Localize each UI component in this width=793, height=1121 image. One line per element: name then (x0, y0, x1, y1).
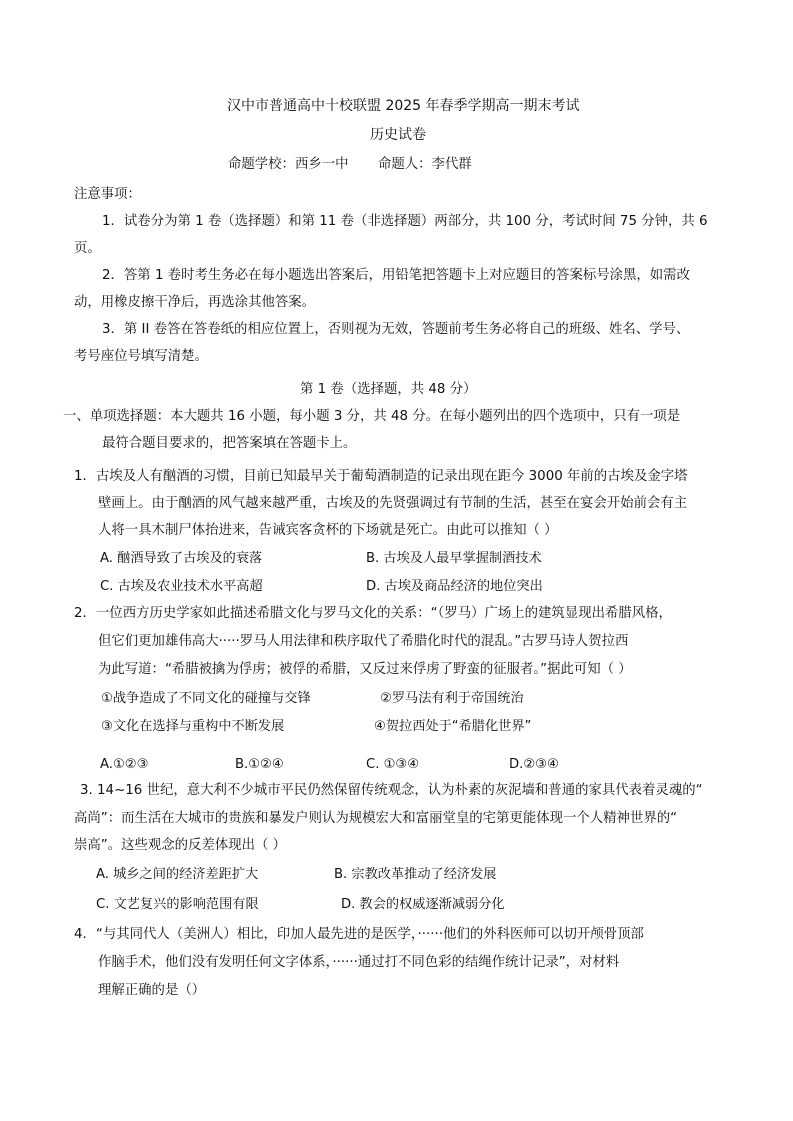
part-1-title: 第 1 卷（选择题，共 48 分） (300, 382, 477, 397)
note-2-line-1: 2．答第 1 卷时考生务必在每小题选出答案后，用铅笔把答题卡上对应题目的答案标号涂黑，如需改 (102, 268, 690, 283)
q4-stem-line-3: 理解正确的是（） (98, 983, 206, 998)
exam-subject: 历史试卷 (370, 127, 426, 143)
q2-stem-line-3: 为此写道：“希腊被擒为俘虏；被俘的希腊，又反过来俘虏了野蛮的征服者。”据此可知（ ） (98, 662, 632, 677)
exam-title: 汉中市普通高中十校联盟 2025 年春季学期高一期末考试 (227, 98, 580, 114)
q3-stem-line-2: 高尚”：而生活在大城市的贵族和暴发户则认为规模宏大和富丽堂皇的宅第更能体现一个人精神世界的“ (74, 811, 678, 826)
q2-option-a: A.①②③ (100, 757, 149, 772)
q1-option-b: B. 古埃及人最早掌握制酒技术 (366, 551, 542, 566)
q1-stem-line-3: 人将一具木制尸体抬进来，告诫宾客贪杯的下场就是死亡。由此可以推知（ ） (98, 523, 558, 538)
q4-stem-line-2: 作脑手术，他们没有发明任何文字体系，······通过打不同色彩的结绳作统计记录”，对材料 (98, 955, 620, 970)
q1-option-c: C. 古埃及农业技术水平高超 (100, 579, 263, 594)
q4-stem-line-1: 4．“与其同代人（美洲人）相比，印加人最先进的是医学，······他们的外科医师可以切开颅骨顶部 (74, 927, 644, 942)
q1-option-d: D. 古埃及商品经济的地位突出 (366, 579, 543, 594)
q2-option-d: D.②③④ (509, 757, 559, 772)
q2-statement-1: ①战争造成了不同文化的碰撞与交锋 (101, 691, 311, 706)
q3-option-c: C. 文艺复兴的影响范围有限 (96, 897, 259, 912)
q3-option-a: A. 城乡之间的经济差距扩大 (96, 867, 259, 882)
q1-stem-line-1: 1．古埃及人有酗酒的习惯，目前已知最早关于葡萄酒制造的记录出现在距今 3000 年前的古埃及金字塔 (74, 469, 688, 484)
q1-option-a: A. 酗酒导致了古埃及的衰落 (100, 551, 263, 566)
note-1-line-2: 页。 (74, 241, 101, 256)
part-1-instruction-line-1: 一、单项选择题：本大题共 16 小题，每小题 3 分，共 48 分。在每小题列出的四个选项中，只有一项是 (63, 409, 681, 424)
q2-option-b: B.①②④ (235, 757, 284, 772)
q3-stem-line-3: 崇高”。这些观念的反差体现出（ ） (74, 838, 287, 853)
note-3-line-1: 3．第 II 卷答在答卷纸的相应位置上，否则视为无效，答题前考生务必将自己的班级、姓名、学号、 (102, 322, 690, 337)
notes-heading: 注意事项： (74, 187, 141, 202)
q2-statement-4: ④贺拉西处于“希腊化世界” (374, 719, 532, 734)
q3-stem-line-1: 3. 14~16 世纪，意大利不少城市平民仍然保留传统观念，认为朴素的灰泥墙和普通的家具代表着灵魂的“ (80, 783, 703, 798)
q2-statement-2: ②罗马法有利于帝国统治 (380, 691, 524, 706)
q2-stem-line-1: 2．一位西方历史学家如此描述希腊文化与罗马文化的关系：“（罗马）广场上的建筑显现出希腊风格， (74, 606, 672, 621)
q2-option-c: C. ①③④ (366, 757, 420, 772)
q3-option-b: B. 宗教改革推动了经济发展 (334, 867, 497, 882)
note-1-line-1: 1．试卷分为第 1 卷（选择题）和第 11 卷（非选择题）两部分，共 100 分，考试时间 75 分钟，共 6 (102, 214, 708, 229)
q1-stem-line-2: 壁画上。由于酗酒的风气越来越严重，古埃及的先贤强调过有节制的生活，甚至在宴会开始前会有主 (98, 496, 688, 511)
q2-statement-3: ③文化在选择与重构中不断发展 (101, 719, 285, 734)
q3-option-d: D. 教会的权威逐渐减弱分化 (341, 897, 505, 912)
note-2-line-2: 动，用橡皮擦干净后，再选涂其他答案。 (74, 295, 316, 310)
setting-school: 命题学校：西乡一中 (228, 157, 349, 172)
q2-stem-line-2: 但它们更加雄伟高大·····罗马人用法律和秩序取代了希腊化时代的混乱。”古罗马诗人贺拉西 (98, 634, 629, 649)
setting-author: 命题人：李代群 (378, 157, 472, 172)
part-1-instruction-line-2: 最符合题目要求的，把答案填在答题卡上。 (102, 436, 357, 451)
note-3-line-2: 考号座位号填写清楚。 (74, 349, 208, 364)
